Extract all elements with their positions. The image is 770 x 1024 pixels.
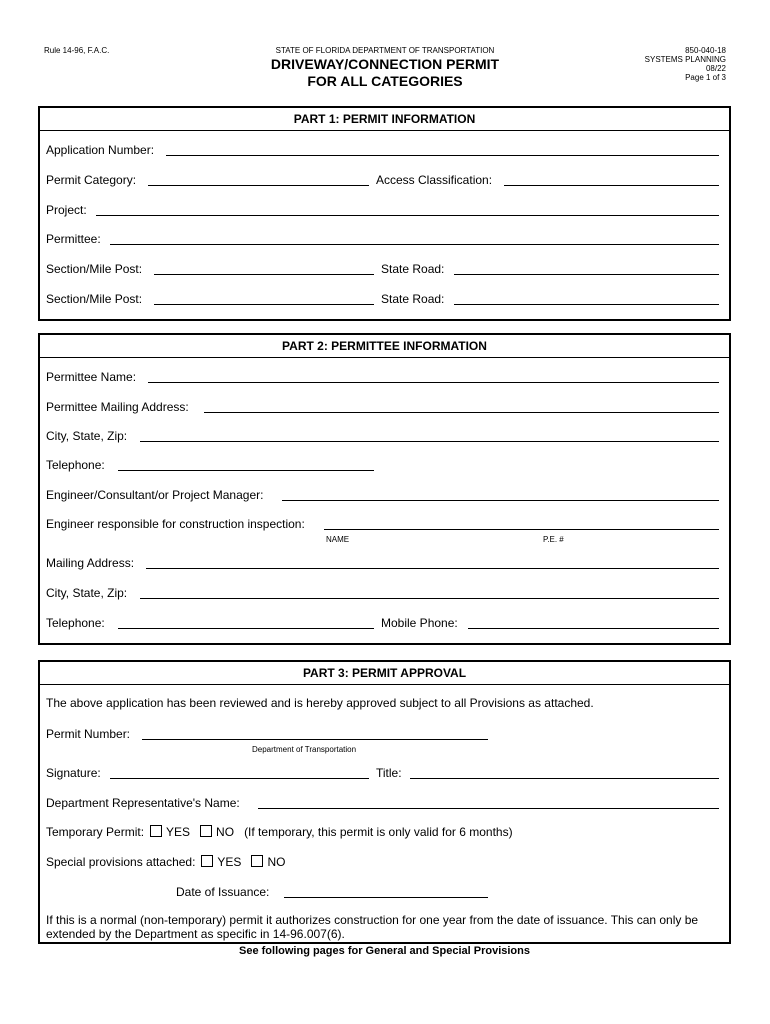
- part3-heading: PART 3: PERMIT APPROVAL: [40, 662, 729, 685]
- project-row: [46, 202, 719, 218]
- special-no-label: NO: [267, 855, 286, 869]
- project-label: Project:: [46, 203, 87, 217]
- form-title-line2: FOR ALL CATEGORIES: [307, 73, 463, 89]
- permit-category-label: Permit Category:: [46, 173, 137, 187]
- temporary-note: (If temporary, this permit is only valid for 6 months): [244, 825, 513, 839]
- temporary-permit-label: Temporary Permit:: [46, 825, 145, 839]
- dept-rep-row: [46, 795, 719, 811]
- engineer-consultant-row: [46, 487, 719, 503]
- date-of-issuance-label: Date of Issuance:: [176, 885, 270, 899]
- dept-rep-field[interactable]: [258, 808, 719, 809]
- telephone2-row: [46, 615, 719, 631]
- telephone-row: [46, 457, 719, 473]
- application-number-field[interactable]: [166, 155, 719, 156]
- form-info: [645, 46, 726, 82]
- temporary-no-checkbox[interactable]: [200, 825, 212, 837]
- section-mile-post-row-2: [46, 291, 719, 307]
- engineer-inspection-label: Engineer responsible for construction inspection:: [46, 517, 305, 531]
- telephone-field[interactable]: [118, 470, 374, 471]
- name-caption: NAME: [326, 535, 350, 544]
- form-title-line1: DRIVEWAY/CONNECTION PERMIT: [270, 56, 500, 72]
- validity-note: If this is a normal (non-temporary) permit it authorizes construction for one year from the date of issuance. This can only be extended by the Department as specific in 14-96.007(6).: [46, 913, 699, 941]
- permittee-name-row: [46, 369, 719, 385]
- special-no-checkbox[interactable]: [251, 855, 263, 867]
- application-number-label: Application Number:: [46, 143, 155, 157]
- telephone2-label: Telephone:: [46, 616, 105, 630]
- mailing-address-row: [46, 399, 719, 415]
- permit-number-row: [46, 726, 719, 754]
- title-field[interactable]: [410, 778, 719, 779]
- special-yes-label: YES: [217, 855, 242, 869]
- approval-intro-row: [46, 695, 719, 711]
- section-mile-post-row-1: [46, 261, 719, 277]
- permit-category-row: [46, 172, 719, 188]
- part2-heading: PART 2: PERMITTEE INFORMATION: [40, 335, 729, 358]
- engineer-consultant-label: Engineer/Consultant/or Project Manager:: [46, 488, 264, 502]
- section-mile-post-label: Section/Mile Post:: [46, 262, 143, 276]
- application-number-row: [46, 142, 719, 158]
- city-state-zip2-label: City, State, Zip:: [46, 586, 128, 600]
- telephone-label: Telephone:: [46, 458, 105, 472]
- city-state-zip2-row: [46, 585, 719, 601]
- special-yes-checkbox[interactable]: [201, 855, 213, 867]
- signature-field[interactable]: [110, 778, 369, 779]
- pe-number-caption: P.E. #: [543, 535, 564, 544]
- dept-rep-label: Department Representative's Name:: [46, 796, 240, 810]
- form-number: 850-040-18: [685, 46, 726, 55]
- mailing-address2-field[interactable]: [146, 568, 719, 569]
- access-classification-label: Access Classification:: [376, 173, 493, 187]
- agency-name: STATE OF FLORIDA DEPARTMENT OF TRANSPORTATION: [275, 46, 495, 55]
- telephone2-field[interactable]: [118, 628, 374, 629]
- city-state-zip-row: [46, 428, 719, 444]
- permit-number-label: Permit Number:: [46, 727, 131, 741]
- signature-label: Signature:: [46, 766, 101, 780]
- state-road-label: State Road:: [381, 262, 445, 276]
- part3-section: [38, 660, 731, 944]
- access-classification-field[interactable]: [504, 185, 719, 186]
- mobile-phone-label: Mobile Phone:: [381, 616, 458, 630]
- engineer-inspection-row: [46, 516, 719, 544]
- special-provisions-label: Special provisions attached:: [46, 855, 196, 869]
- state-road-field[interactable]: [454, 304, 719, 305]
- part2-section: [38, 333, 731, 645]
- permittee-row: [46, 231, 719, 247]
- page-number: Page 1 of 3: [685, 73, 726, 82]
- part1-section: [38, 106, 731, 321]
- temporary-permit-group: [46, 824, 513, 840]
- date-of-issuance-row: [46, 884, 719, 900]
- mobile-phone-field[interactable]: [468, 628, 719, 629]
- temporary-permit-row: [46, 824, 719, 840]
- special-provisions-group: [46, 854, 285, 870]
- part1-heading: PART 1: PERMIT INFORMATION: [40, 108, 729, 131]
- mailing-address-field[interactable]: [204, 412, 719, 413]
- approval-intro-text: The above application has been reviewed and is hereby approved subject to all Provisions as attached.: [46, 696, 594, 710]
- project-field[interactable]: [96, 215, 719, 216]
- temporary-yes-checkbox[interactable]: [150, 825, 162, 837]
- permittee-label: Permittee:: [46, 232, 101, 246]
- city-state-zip-field[interactable]: [140, 441, 719, 442]
- see-following-note: See following pages for General and Special Provisions: [239, 945, 530, 957]
- title-label: Title:: [376, 766, 402, 780]
- mailing-address2-row: [46, 555, 719, 571]
- permit-category-field[interactable]: [148, 185, 369, 186]
- special-provisions-row: [46, 854, 719, 870]
- permit-number-field[interactable]: [142, 739, 488, 740]
- engineer-consultant-field[interactable]: [282, 500, 719, 501]
- mailing-address-label: Permittee Mailing Address:: [46, 400, 189, 414]
- signature-row: [46, 765, 719, 781]
- engineer-inspection-field[interactable]: [324, 529, 719, 530]
- mailing-address2-label: Mailing Address:: [46, 556, 135, 570]
- section-mile-post-field[interactable]: [154, 304, 374, 305]
- office-name: SYSTEMS PLANNING: [644, 55, 726, 64]
- city-state-zip-label: City, State, Zip:: [46, 429, 128, 443]
- state-road-label: State Road:: [381, 292, 445, 306]
- permittee-name-field[interactable]: [148, 382, 719, 383]
- revision-date: 08/22: [705, 64, 726, 73]
- temporary-yes-label: YES: [166, 825, 191, 839]
- temporary-no-label: NO: [216, 825, 235, 839]
- state-road-field[interactable]: [454, 274, 719, 275]
- dot-caption: Department of Transportation: [252, 745, 357, 754]
- section-mile-post-field[interactable]: [154, 274, 374, 275]
- section-mile-post-label: Section/Mile Post:: [46, 292, 143, 306]
- city-state-zip2-field[interactable]: [140, 598, 719, 599]
- permittee-field[interactable]: [110, 244, 719, 245]
- rule-reference: Rule 14-96, F.A.C.: [44, 46, 110, 55]
- permittee-name-label: Permittee Name:: [46, 370, 137, 384]
- date-of-issuance-field[interactable]: [284, 897, 488, 898]
